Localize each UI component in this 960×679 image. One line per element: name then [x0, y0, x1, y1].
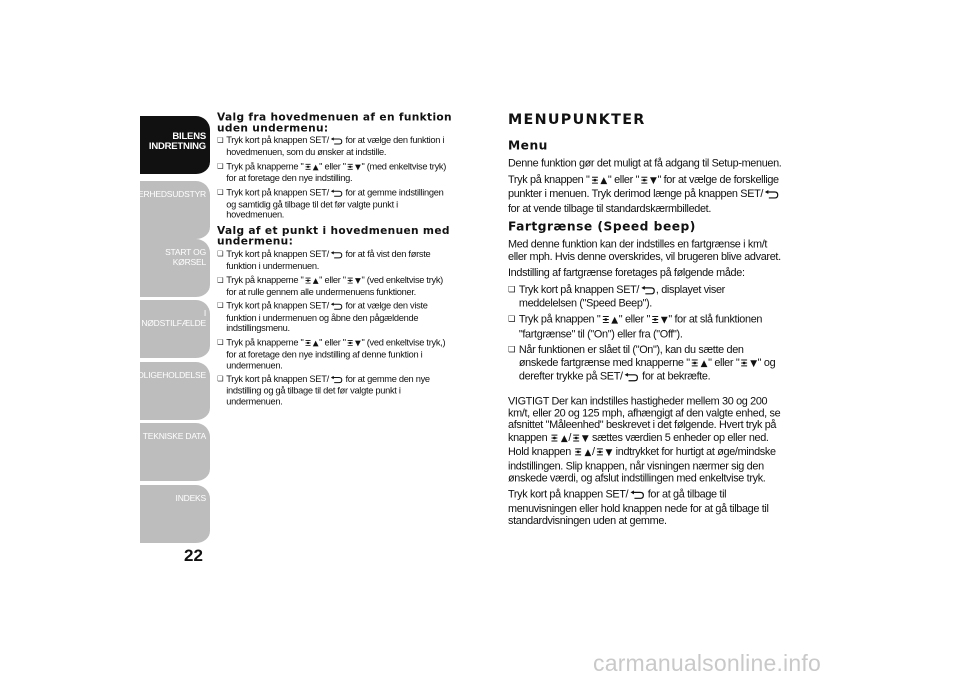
page-number: 22: [184, 546, 203, 565]
tab-label: SIKKERHEDSUDSTYR: [119, 189, 206, 199]
tab-label: VEDLIGEHOLDELSE: [126, 370, 206, 380]
list-item: ❏ Tryk på knapperne " ▲" eller " ▼" (ved enkeltvise tryk,) for at foretage den nye indstilling af denne funktion i undermenuen.: [217, 338, 454, 371]
menu-knob-icon: [304, 276, 311, 287]
list-item: ❏ Når funktionen er slået til ("On"), kan du sætte den ønskede fartgrænse med knapperne " ▲" eller " ▼" og derefter trykke på SET/ for at bekræfte.: [508, 344, 785, 385]
menu-knob-icon: [347, 339, 354, 350]
tab-vedligeholdelse[interactable]: [126, 362, 210, 422]
tab-sikkerhedsudstyr[interactable]: [119, 181, 210, 241]
menu-knob-icon: [651, 315, 659, 328]
triangle-up-icon: ▲: [312, 339, 319, 348]
return-arrow-icon: [629, 491, 644, 503]
list-item: ❏ Tryk kort på knappen SET/ , displayet viser meddelelsen ("Speed Beep").: [508, 284, 785, 310]
tab-label: INDEKS: [175, 493, 206, 503]
triangle-up-icon: ▲: [700, 358, 708, 369]
final-paragraph: Tryk kort på knappen SET/ for at gå tilbage til menuvisningen eller hold knappen nede for at gå tilbage til standardvisningen uden at gemme.: [508, 488, 769, 528]
right-column: [508, 112, 785, 531]
menu-knob-icon: [740, 358, 748, 371]
return-arrow-icon: [330, 137, 343, 147]
tab-label: TEKNISKE DATA: [142, 431, 206, 441]
tab-i-nødstilfælde[interactable]: [140, 300, 210, 360]
list-item: ❏ Tryk kort på knappen SET/ for at gemme den nye indstilling og gå tilbage til det før valgte punkt i undermenuen.: [217, 374, 454, 407]
menu-knob-icon: [691, 358, 699, 371]
tab-label: I NØDSTILFÆLDE: [141, 308, 206, 328]
list-item: ❏ Tryk kort på knappen SET/ for at vælge den funktion i hovedmenuen, som du ønsker at indstille.: [217, 136, 454, 159]
return-arrow-icon: [624, 373, 639, 385]
tab-indeks[interactable]: [140, 485, 210, 545]
triangle-down-icon: ▼: [649, 176, 657, 186]
list-speed-beep: [508, 284, 785, 386]
triangle-up-icon: ▲: [584, 448, 591, 458]
left-column: [217, 112, 454, 412]
tab-label: START OG KØRSEL: [165, 247, 206, 267]
return-arrow-icon: [330, 376, 343, 386]
heading-main-menu-with-submenu: Valg af et punkt i hovedmenuen med undermenu:: [217, 223, 450, 248]
tab-start-og-kørsel[interactable]: [140, 239, 210, 299]
menu-knob-icon: [551, 433, 559, 446]
return-arrow-icon: [640, 286, 655, 298]
menu-paragraph-2: Tryk på knappen " ▲" eller " ▼" for at vælge de forskellige punkter i menuen. Tryk derimod længe på knappen SET/ for at vende tilbage til standardskærmbilledet.: [508, 174, 779, 215]
triangle-up-icon: ▲: [600, 176, 607, 186]
triangle-down-icon: ▼: [605, 448, 613, 458]
tab-bilens-indretning[interactable]: [140, 116, 210, 176]
menu-knob-icon: [347, 162, 354, 173]
menu-knob-icon: [304, 162, 311, 173]
triangle-up-icon: ▲: [312, 276, 319, 286]
triangle-down-icon: ▼: [355, 339, 361, 348]
list-item: ❏ Tryk på knapperne " ▲" eller " ▼" (med enkeltvise tryk) for at foretage den nye indstilling.: [217, 162, 454, 185]
menu-knob-icon: [640, 175, 648, 188]
speed-paragraph-1: Med denne funktion kan der indstilles en fartgrænse i km/t eller mph. Hvis denne overskrides, vil brugeren blive advaret.: [508, 238, 781, 264]
triangle-down-icon: ▼: [660, 315, 668, 326]
list-item: ❏ Tryk kort på knappen SET/ for at få vist den første funktion i undermenuen.: [217, 249, 454, 272]
triangle-up-icon: ▲: [560, 433, 568, 444]
menu-knob-icon: [304, 339, 311, 350]
menu-knob-icon: [572, 433, 580, 446]
heading-main-menu-no-submenu: Valg fra hovedmenuen af en funktion uden undermenu:: [217, 110, 452, 134]
list-no-submenu: [217, 136, 454, 221]
menu-knob-icon: [575, 447, 583, 460]
section-title: MENUPUNKTER: [508, 112, 646, 128]
menu-knob-icon: [591, 175, 599, 188]
return-arrow-icon: [330, 303, 343, 313]
tab-tekniske-data[interactable]: [140, 423, 210, 483]
return-arrow-icon: [330, 189, 343, 199]
list-item: ❏ Tryk på knapperne " ▲" eller " ▼" (ved enkeltvise tryk) for at rulle gennem alle undermenuens funktioner.: [217, 275, 454, 298]
speed-paragraph-2: Indstilling af fartgrænse foretages på følgende måde:: [508, 267, 745, 280]
list-item: ❏ Tryk kort på knappen SET/ for at vælge den viste funktion i undermenuen og åbne den pågældende indstillingsmenu.: [217, 301, 454, 334]
triangle-down-icon: ▼: [355, 276, 361, 286]
triangle-down-icon: ▼: [355, 163, 361, 172]
important-paragraph: VIGTIGT Der kan indstilles hastigheder mellem 30 og 200 km/t, eller 20 og 125 mph, afhængigt af den valgte enhed, se afsnittet "Måleenhed" beskrevet i det følgende. Hvert tryk på knappen ▲/ ▼ sættes værdien 5 enheder op eller ned. Hold knappen ▲/ ▼ indtrykket for hurtigt at øge/mindske indstillingen. Slip knappen, når visningen nærmer sig den ønskede værdi, og afslut indstillingen med enkeltvise tryk.: [508, 395, 781, 485]
list-with-submenu: [217, 249, 454, 407]
list-item: ❏ Tryk kort på knappen SET/ for at gemme indstillingen og samtidig gå tilbage til det før valgte punkt i hovedmenuen.: [217, 188, 454, 221]
heading-speed-beep: Fartgrænse (Speed beep): [508, 218, 696, 234]
triangle-up-icon: ▲: [611, 315, 618, 326]
triangle-down-icon: ▼: [581, 433, 589, 444]
menu-paragraph-1: Denne funktion gør det muligt at få adgang til Setup-menuen.: [508, 157, 782, 170]
menu-knob-icon: [601, 315, 609, 328]
return-arrow-icon: [330, 251, 343, 261]
return-arrow-icon: [764, 190, 779, 202]
menu-knob-icon: [347, 276, 354, 287]
menu-knob-icon: [596, 447, 604, 460]
triangle-down-icon: ▼: [750, 358, 757, 369]
tab-label: BILENS INDRETNING: [148, 131, 206, 152]
triangle-up-icon: ▲: [312, 163, 319, 172]
list-item: ❏ Tryk på knappen " ▲" eller " ▼" for at slå funktionen "fartgrænse" til ("On") eller fra ("Off").: [508, 314, 785, 340]
watermark: carmanualsonline.info: [593, 650, 821, 676]
heading-menu: Menu: [508, 137, 548, 153]
